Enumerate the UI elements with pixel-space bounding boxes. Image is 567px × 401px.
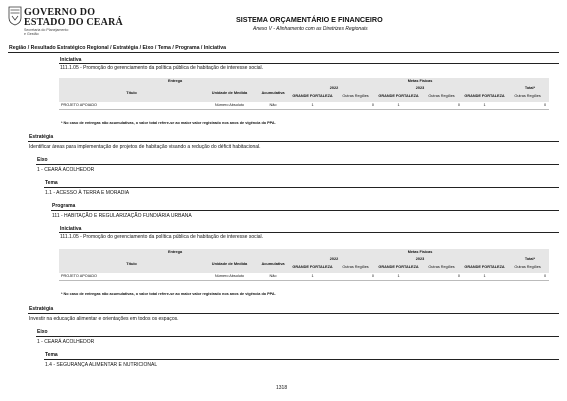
metas-fisicas-header: Metas Físicas (291, 78, 549, 85)
tema-value: 1.1 - ACESSO À TERRA E MORADIA (45, 190, 130, 196)
gf-2022-header: GRANDE FORTALEZA (291, 262, 334, 273)
breadcrumb: Região / Resultado Estratégico Regional / Estratégia / Eixo / Tema / Programa / Iniciativa (9, 45, 226, 51)
entrega-header: Entrega (59, 78, 291, 85)
row-or-total: 0 (506, 273, 549, 280)
eixo-label: Eixo (37, 329, 48, 335)
eixo-value: 1 - CEARÁ ACOLHEDOR (37, 339, 95, 345)
gf-2023-header: GRANDE FORTALEZA (377, 262, 420, 273)
estrategia-divider (28, 313, 559, 314)
gf-2022-header: GRANDE FORTALEZA (291, 91, 334, 102)
estrategia-label: Estratégia (29, 134, 54, 140)
logo-subtitle-secretaria: Secretaria do Planejamento (24, 28, 69, 32)
gf-total-header: GRANDE FORTALEZA (463, 262, 506, 273)
row-titulo: PROJETO APOIADO (59, 102, 204, 109)
estrategia-divider (28, 141, 559, 142)
programa-divider (51, 210, 559, 211)
logo-line-governo: GOVERNO DO (24, 7, 96, 18)
acumulativa-header: Acumulativa (255, 256, 291, 273)
metas-fisicas-header: Metas Físicas (291, 249, 549, 256)
annex-subtitle: Anexo V - Alinhamento com as Diretrizes Regionais (253, 26, 368, 32)
state-emblem-icon (8, 6, 22, 26)
year-2022-header: 2022 (291, 85, 377, 91)
tema-value: 1.4 - SEGURANÇA ALIMENTAR E NUTRICIONAL (45, 362, 158, 368)
row-gf-2023: 1 (377, 273, 420, 280)
estrategia-value: Identificar áreas para implementação de projetos de habitação visando a redução do déficit habitacional. (29, 144, 261, 150)
programa-value: 111 - HABITAÇÃO E REGULARIZAÇÃO FUNDIÁRIA URBANA (52, 213, 192, 219)
logo-subtitle-gestao: e Gestão (24, 32, 39, 36)
titulo-header: Título (59, 85, 204, 102)
row-or-2022: 0 (334, 102, 377, 109)
row-gf-2022: 1 (291, 102, 334, 109)
tema-label: Tema (45, 352, 58, 358)
eixo-divider (36, 336, 559, 337)
row-or-2023: 0 (420, 102, 463, 109)
tema-label: Tema (45, 180, 58, 186)
iniciativa-divider (59, 63, 559, 64)
or-2022-header: Outras Regiões (334, 262, 377, 273)
entrega-header: Entrega (59, 249, 291, 256)
or-2022-header: Outras Regiões (334, 91, 377, 102)
logo-line-estado: ESTADO DO CEARÁ (24, 17, 123, 28)
eixo-divider (36, 164, 559, 165)
row-acumulativa: Não (255, 273, 291, 280)
metas-table (59, 78, 549, 110)
year-2023-header: 2023 (377, 85, 463, 91)
table-row (59, 273, 549, 280)
total-header: Total* (463, 85, 549, 91)
row-unidade: Número Absoluto (204, 273, 255, 280)
year-2023-header: 2023 (377, 256, 463, 262)
eixo-label: Eixo (37, 157, 48, 163)
iniciativa-value: 111.1.05 - Promoção do gerenciamento da política pública de habitação de interesse social. (60, 65, 263, 71)
tema-divider (44, 187, 559, 188)
table-row (59, 102, 549, 109)
iniciativa-divider (59, 232, 559, 233)
page-header (0, 0, 567, 40)
row-or-2022: 0 (334, 273, 377, 280)
titulo-header: Título (59, 256, 204, 273)
row-unidade: Número Absoluto (204, 102, 255, 109)
estrategia-value: Investir na educação alimentar e orientações em todos os espaços. (29, 316, 179, 322)
government-logo (8, 6, 123, 36)
gf-2023-header: GRANDE FORTALEZA (377, 91, 420, 102)
or-2023-header: Outras Regiões (420, 91, 463, 102)
row-gf-total: 1 (463, 273, 506, 280)
year-2022-header: 2022 (291, 256, 377, 262)
estrategia-label: Estratégia (29, 306, 54, 312)
iniciativa-value: 111.1.05 - Promoção do gerenciamento da política pública de habitação de interesse social. (60, 234, 263, 240)
or-total-header: Outras Regiões (506, 91, 549, 102)
total-header: Total* (463, 256, 549, 262)
iniciativa-label: Iniciativa (60, 226, 82, 232)
tema-divider (44, 359, 559, 360)
programa-label: Programa (52, 203, 76, 209)
row-gf-2022: 1 (291, 273, 334, 280)
eixo-value: 1 - CEARÁ ACOLHEDOR (37, 167, 95, 173)
metas-table (59, 249, 549, 281)
acumulativa-header: Acumulativa (255, 85, 291, 102)
gf-total-header: GRANDE FORTALEZA (463, 91, 506, 102)
or-total-header: Outras Regiões (506, 262, 549, 273)
system-title: SISTEMA ORÇAMENTÁRIO E FINANCEIRO (236, 15, 383, 24)
page-number: 1318 (276, 385, 288, 391)
row-gf-total: 1 (463, 102, 506, 109)
table-footnote: * No caso de entregas não acumulativas, o valor total refere-se ao maior valor registrado nos anos de vigência do PPA. (61, 292, 276, 296)
row-or-2023: 0 (420, 273, 463, 280)
unidade-header: Unidade de Medida (204, 85, 255, 102)
row-acumulativa: Não (255, 102, 291, 109)
row-or-total: 0 (506, 102, 549, 109)
unidade-header: Unidade de Medida (204, 256, 255, 273)
row-titulo: PROJETO APOIADO (59, 273, 204, 280)
breadcrumb-divider (8, 52, 559, 53)
or-2023-header: Outras Regiões (420, 262, 463, 273)
table-footnote: * No caso de entregas não acumulativas, o valor total refere-se ao maior valor registrado nos anos de vigência do PPA. (61, 121, 276, 125)
row-gf-2023: 1 (377, 102, 420, 109)
iniciativa-label: Iniciativa (60, 57, 82, 63)
